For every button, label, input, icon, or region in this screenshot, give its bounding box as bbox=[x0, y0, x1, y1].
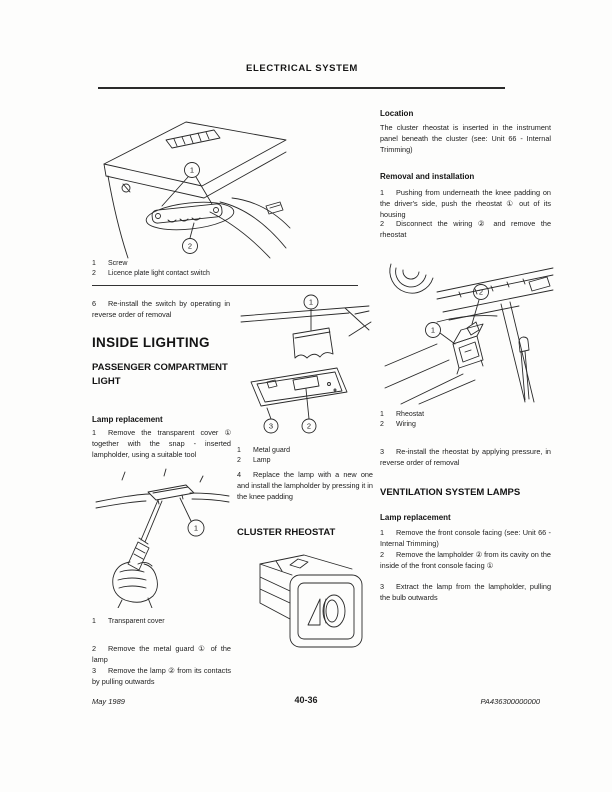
header-rule bbox=[98, 87, 505, 89]
footer-document-code: PA436300000000 bbox=[480, 697, 540, 706]
figure-caption-item: 1 Rheostat bbox=[380, 411, 425, 418]
step-remove-cover: 1 Remove the transparent cover ① together with the snap - inserted lampholder, using a suitable tool bbox=[92, 428, 231, 459]
heading-location: Location bbox=[380, 109, 414, 118]
section-divider bbox=[92, 285, 358, 286]
step-remove-metal-guard: 2 Remove the metal guard ① of the lamp bbox=[92, 644, 231, 664]
step-push-rheostat: 1 Pushing from underneath the knee padding on the driver's side, push the rheostat ① out of its housing bbox=[380, 188, 551, 219]
figure-cover-removal bbox=[92, 466, 232, 608]
figure-rheostat-component bbox=[246, 551, 368, 653]
step-extract-lamp: 3 Extract the lamp from the lampholder, pulling the bulb outwards bbox=[380, 582, 551, 602]
section-title-cluster-rheostat: CLUSTER RHEOSTAT bbox=[237, 527, 336, 538]
step-remove-lampholder: 2 Remove the lampholder ② from its cavity on the inside of the front console facing ① bbox=[380, 550, 551, 570]
callout-marker bbox=[183, 239, 198, 254]
section-title-inside-lighting: INSIDE LIGHTING bbox=[92, 335, 210, 350]
figure-compartment-light bbox=[237, 292, 373, 442]
callout-marker bbox=[426, 323, 441, 338]
figure-caption-item: 1 Metal guard bbox=[237, 447, 290, 454]
location-text: The cluster rheostat is inserted in the instrument panel beneath the cluster (see: Unit 66 - Internal Trimming) bbox=[380, 123, 551, 154]
figure-caption bbox=[380, 410, 551, 430]
step-reinstall-rheostat: 3 Re-install the rheostat by applying pressure, in reverse order of removal bbox=[380, 447, 551, 467]
svg-text:2: 2 bbox=[187, 241, 193, 251]
heading-lamp-replacement: Lamp replacement bbox=[380, 513, 451, 522]
line-art bbox=[104, 122, 290, 258]
step-remove-lamp: 3 Remove the lamp ② from its contacts by pulling outwards bbox=[92, 666, 231, 686]
callout-marker bbox=[188, 520, 204, 536]
page-title: ELECTRICAL SYSTEM bbox=[246, 63, 358, 74]
svg-text:3: 3 bbox=[268, 421, 274, 431]
footer-date: May 1989 bbox=[92, 697, 125, 706]
section-title-ventilation-lamps: VENTILATION SYSTEM LAMPS bbox=[380, 487, 521, 498]
svg-text:1: 1 bbox=[430, 325, 436, 335]
heading-removal-installation: Removal and installation bbox=[380, 172, 475, 181]
svg-text:1: 1 bbox=[189, 165, 195, 175]
line-art bbox=[260, 555, 362, 647]
svg-text:2: 2 bbox=[306, 421, 312, 431]
figure-caption bbox=[237, 446, 373, 466]
callout-marker bbox=[304, 295, 318, 309]
callout-marker bbox=[185, 163, 200, 178]
subsection-passenger-compartment-light: PASSENGER COMPARTMENT LIGHT bbox=[92, 362, 228, 387]
figure-rheostat-location bbox=[379, 242, 555, 406]
step-replace-lamp: 4 Replace the lamp with a new one and install the lampholder by pressing it in the knee padding bbox=[237, 470, 373, 501]
line-art bbox=[241, 306, 371, 419]
svg-text:1: 1 bbox=[308, 297, 314, 307]
figure-caption-item: 1 Transparent cover bbox=[92, 618, 165, 625]
step-remove-console-facing: 1 Remove the front console facing (see: Unit 66 - Internal Trimming) bbox=[380, 528, 551, 548]
figure-caption-item: 2 Wiring bbox=[380, 421, 416, 428]
figure-caption-item: 2 Licence plate light contact switch bbox=[92, 270, 210, 277]
step-reinstall-switch: 6 Re-install the switch by operating in reverse order of removal bbox=[92, 299, 230, 319]
figure-caption-item: 2 Lamp bbox=[237, 457, 271, 464]
line-art bbox=[96, 469, 229, 608]
footer-page-number: 40-36 bbox=[294, 695, 318, 705]
heading-lamp-replacement: Lamp replacement bbox=[92, 415, 163, 424]
figure-caption-item: 1 Screw bbox=[92, 260, 128, 267]
line-art bbox=[385, 264, 553, 404]
step-disconnect-wiring: 2 Disconnect the wiring ② and remove the rheostat bbox=[380, 219, 551, 239]
callout-marker bbox=[264, 419, 278, 433]
figure-caption bbox=[92, 259, 292, 279]
figure-caption bbox=[92, 617, 232, 627]
svg-text:2: 2 bbox=[478, 287, 484, 297]
svg-text:1: 1 bbox=[193, 523, 199, 533]
callout-marker bbox=[302, 419, 316, 433]
figure-licence-plate-light bbox=[90, 110, 295, 260]
